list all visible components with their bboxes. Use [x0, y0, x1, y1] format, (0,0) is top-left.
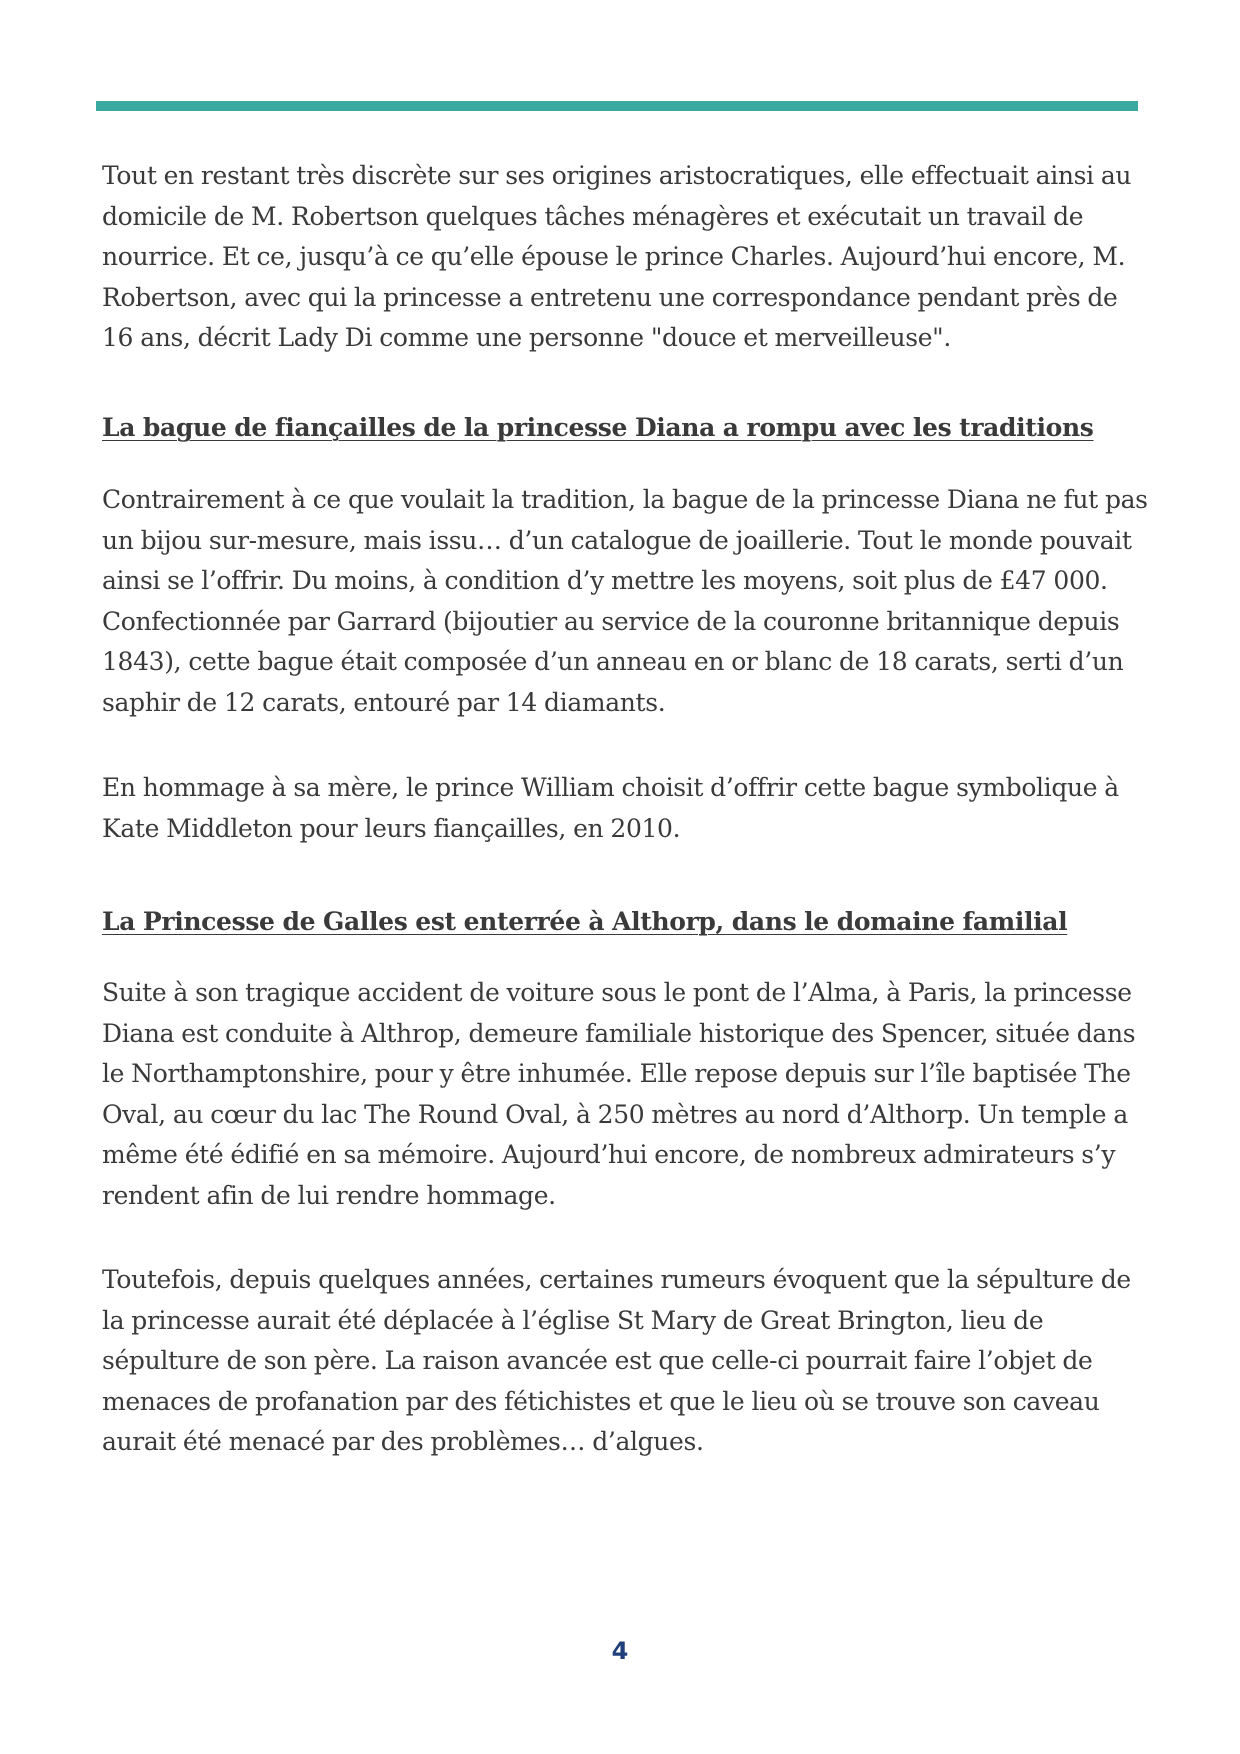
ring-paragraph-2 — [102, 768, 1119, 849]
text-line: rendent afin de lui rendre hommage. — [102, 1180, 556, 1210]
text-line: domicile de M. Robertson quelques tâches ménagères et exécutait un travail de — [102, 201, 1084, 231]
text-line: même été édifié en sa mémoire. Aujourd’hui encore, de nombreux admirateurs s’y — [102, 1140, 1116, 1169]
text-line: saphir de 12 carats, entouré par 14 diamants. — [102, 687, 666, 717]
text-line: nourrice. Et ce, jusqu’à ce qu’elle épouse le prince Charles. Aujourd’hui encore, M. — [102, 242, 1126, 271]
text-line: Toutefois, depuis quelques années, certaines rumeurs évoquent que la sépulture de — [102, 1265, 1131, 1294]
text-line: sépulture de son père. La raison avancée est que celle-ci pourrait faire l’objet de — [102, 1346, 1093, 1375]
text-line: Contrairement à ce que voulait la tradition, la bague de la princesse Diana ne fut pas — [102, 485, 1148, 514]
text-line: Diana est conduite à Althrop, demeure familiale historique des Spencer, située dans — [102, 1018, 1136, 1048]
text-line: Oval, au cœur du lac The Round Oval, à 250 mètres au nord d’Althorp. Un temple a — [102, 1099, 1128, 1129]
text-line: Kate Middleton pour leurs fiançailles, en 2010. — [102, 813, 681, 843]
burial-paragraph-1 — [102, 973, 1135, 1216]
intro-paragraph — [102, 156, 1131, 359]
burial-paragraph-2 — [102, 1260, 1131, 1463]
text-line: ainsi se l’offrir. Du moins, à condition d’y mettre les moyens, soit plus de £47 000. — [102, 566, 1108, 595]
text-line: 16 ans, décrit Lady Di comme une personne "douce et merveilleuse". — [102, 323, 951, 352]
section-heading-ring: La bague de fiançailles de la princesse Diana a rompu avec les traditions — [102, 413, 1094, 442]
header-accent-bar — [96, 101, 1138, 111]
text-line: aurait été menacé par des problèmes… d’algues. — [102, 1427, 704, 1456]
text-line: Robertson, avec qui la princesse a entretenu une correspondance pendant près de — [102, 282, 1118, 312]
text-line: la princesse aurait été déplacée à l’église St Mary de Great Brington, lieu de — [102, 1305, 1044, 1335]
ring-paragraph-1 — [102, 480, 1148, 723]
text-line: 1843), cette bague était composée d’un anneau en or blanc de 18 carats, serti d’un — [102, 647, 1124, 676]
text-line: Confectionnée par Garrard (bijoutier au service de la couronne britannique depuis — [102, 606, 1120, 636]
text-line: le Northamptonshire, pour y être inhumée. Elle repose depuis sur l’île baptisée The — [102, 1059, 1131, 1088]
text-line: Suite à son tragique accident de voiture sous le pont de l’Alma, à Paris, la princesse — [102, 978, 1132, 1007]
text-line: Tout en restant très discrète sur ses origines aristocratiques, elle effectuait ainsi au — [102, 161, 1132, 190]
section-heading-burial: La Princesse de Galles est enterrée à Althorp, dans le domaine familial — [102, 907, 1068, 936]
text-line: En hommage à sa mère, le prince William choisit d’offrir cette bague symbolique à — [102, 773, 1119, 802]
text-line: un bijou sur-mesure, mais issu… d’un catalogue de joaillerie. Tout le monde pouvait — [102, 525, 1132, 555]
text-line: menaces de profanation par des fétichistes et que le lieu où se trouve son caveau — [102, 1386, 1100, 1416]
page-number: 4 — [611, 1637, 629, 1665]
